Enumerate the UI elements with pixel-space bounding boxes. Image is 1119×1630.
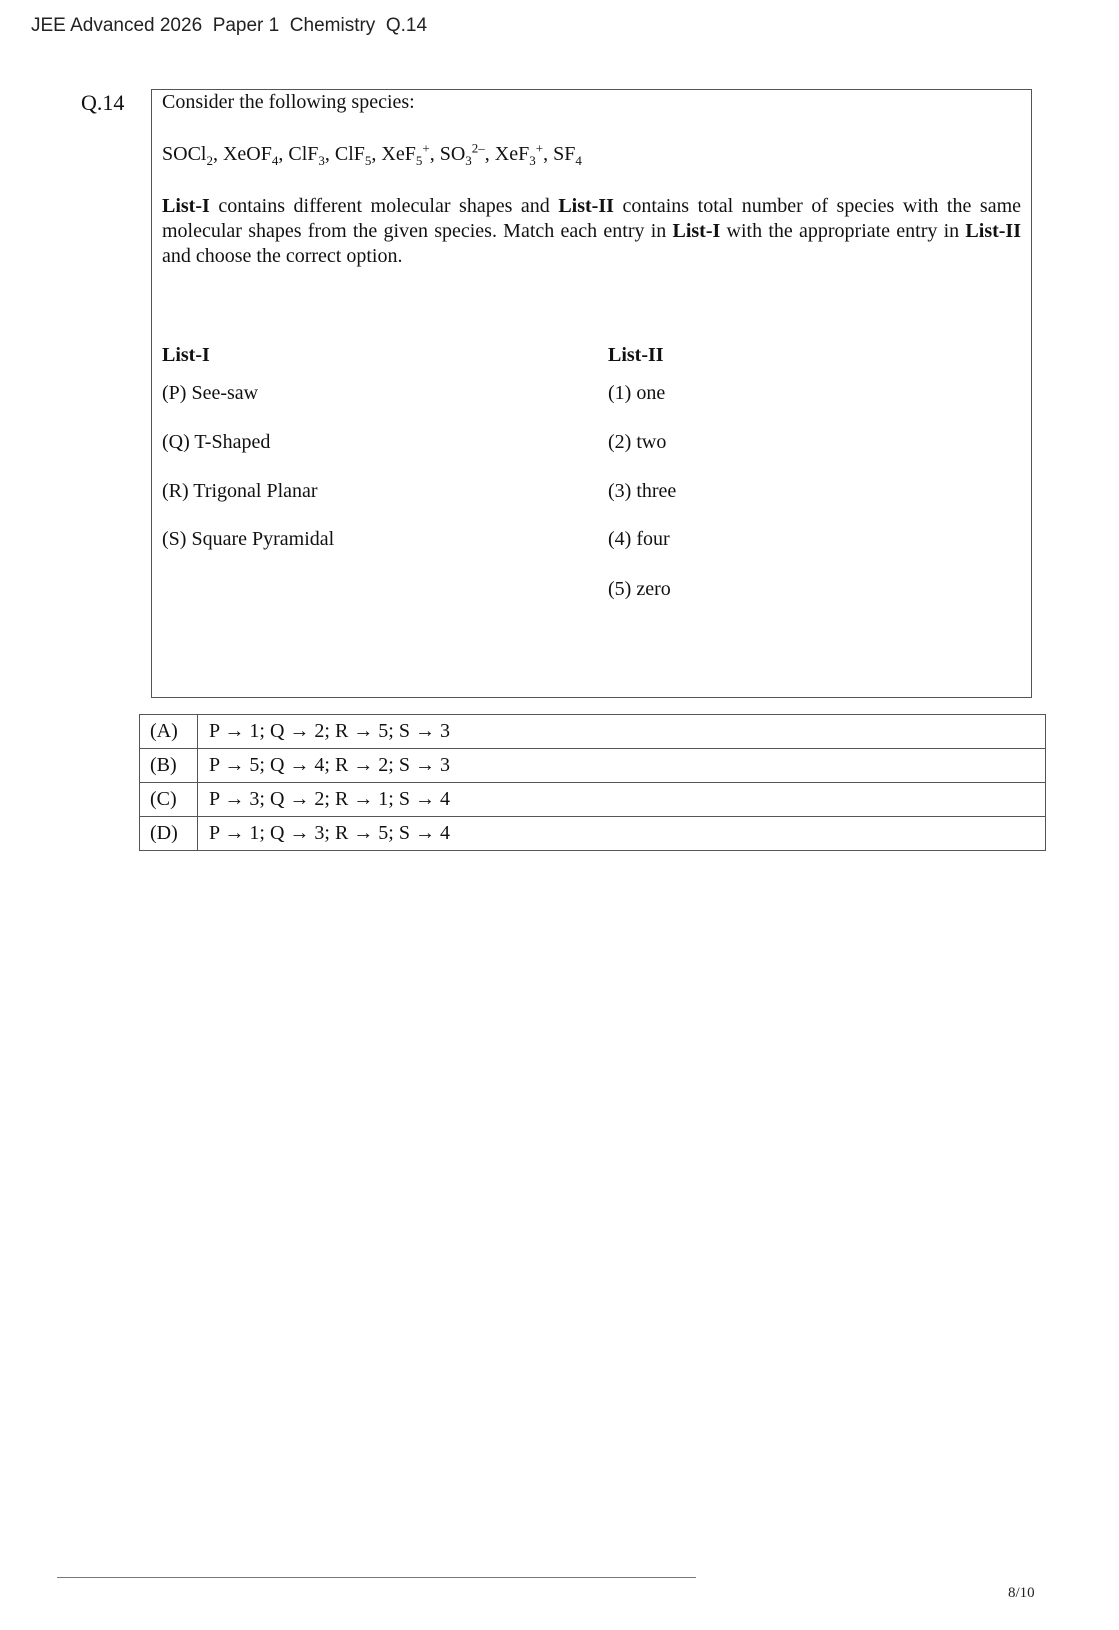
species-item: $SF_4$	[553, 143, 582, 168]
species-item: XeOF$_4$	[222, 143, 279, 168]
option-text: P → 5; Q → 4; R → 2; S → 3	[198, 749, 1046, 783]
species-item: XeF$_5$+	[381, 140, 430, 168]
list-1-item: (S) Square Pyramidal	[162, 528, 335, 550]
question-instruction: List-I contains different molecular shapes and List-II contains total number of species with the same molecular shapes from the given species. Match each entry in List-I with the appropriate entry in List-II and choose the correct option.	[162, 195, 1021, 267]
list-2-heading: List-II	[608, 344, 664, 366]
answer-options	[139, 714, 1046, 851]
question-number: Q.14	[81, 90, 125, 115]
list-2-item: (2) two	[608, 431, 667, 453]
page-header: JEE Advanced 2026 Paper 1 Chemistry Q.14	[31, 15, 428, 36]
species-item: $SO_3^{2-}$	[439, 140, 485, 168]
species-list: SOCl$_2$, XeOF$_4$, ClF$_3$, ClF$_5$, XeF$_5$+, $SO_3^{2-}$, XeF$_3$+, $SF_4$	[162, 140, 582, 168]
list-1-item: (P) See-saw	[162, 382, 259, 404]
species-item: ClF$_3$	[288, 143, 325, 168]
option-row-d[interactable]	[140, 817, 1046, 851]
option-label: (D)	[140, 817, 198, 851]
option-text: P → 1; Q → 2; R → 5; S → 3	[198, 715, 1046, 749]
option-label: (A)	[140, 715, 198, 749]
list-2-item: (4) four	[608, 528, 670, 550]
page-number: 8/10	[1008, 1585, 1035, 1601]
option-label: (C)	[140, 783, 198, 817]
list-2-item: (3) three	[608, 480, 677, 502]
option-row-c[interactable]	[140, 783, 1046, 817]
footer-divider	[57, 1577, 696, 1578]
list-1-item: (R) Trigonal Planar	[162, 480, 318, 502]
option-text: P → 3; Q → 2; R → 1; S → 4	[198, 783, 1046, 817]
species-item: ClF$_5$	[334, 143, 372, 168]
option-row-b[interactable]	[140, 749, 1046, 783]
list-1-item: (Q) T-Shaped	[162, 431, 271, 453]
option-row-a[interactable]	[140, 715, 1046, 749]
list-1-heading: List-I	[162, 344, 210, 366]
list-2-item: (1) one	[608, 382, 666, 404]
option-label: (B)	[140, 749, 198, 783]
option-text: P → 1; Q → 3; R → 5; S → 4	[198, 817, 1046, 851]
question-box	[151, 89, 1032, 698]
species-item: XeF$_3$+	[494, 140, 544, 168]
list-2-item: (5) zero	[608, 578, 671, 600]
species-item: SOCl$_2$	[162, 143, 213, 168]
question-intro: Consider the following species:	[162, 91, 415, 113]
